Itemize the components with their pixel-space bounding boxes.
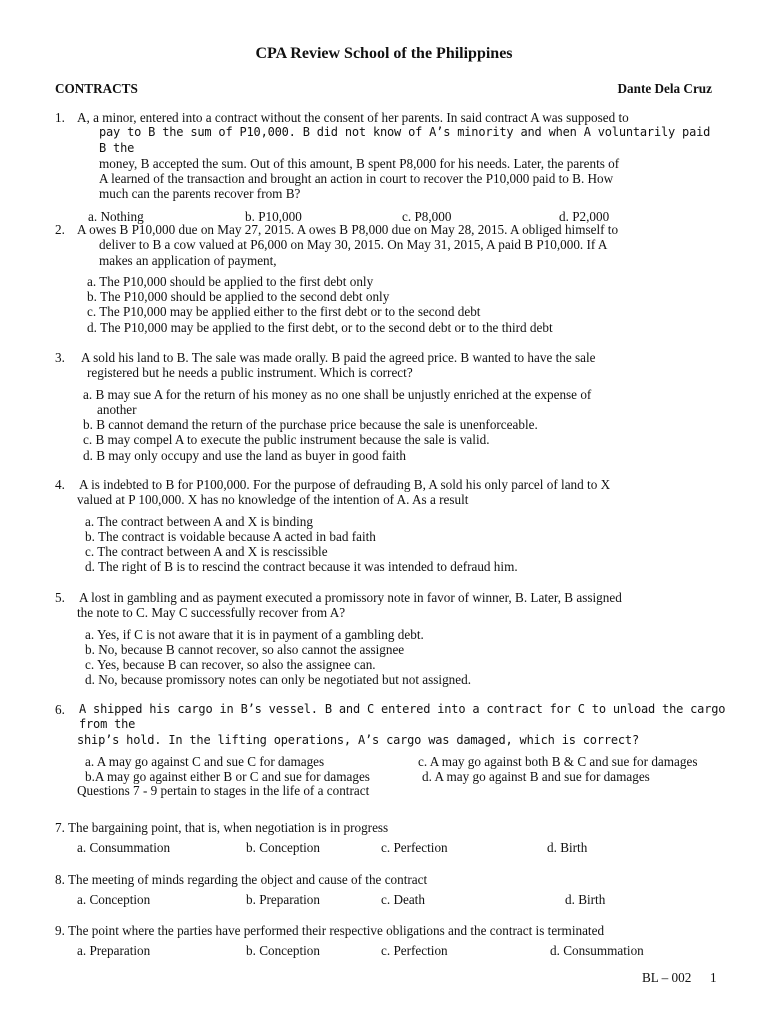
page-footer [642, 970, 717, 985]
option-d: d. A may go against B and sue for damages [422, 768, 650, 784]
option-b: b. Preparation [246, 892, 320, 908]
option-c: c. Death [381, 892, 425, 908]
question-9 [55, 923, 715, 959]
question-stem-line: money, B accepted the sum. Out of this amount, B spent P8,000 for his needs. Later, the parents of [99, 155, 620, 171]
questions-7-9-intro: Questions 7 - 9 pertain to stages in the life of a contract [77, 783, 370, 798]
page-number: 1 [709, 970, 717, 985]
option-b: b. B cannot demand the return of the purchase price because the sale is unenforceable. [83, 417, 538, 433]
option-row [55, 892, 715, 908]
option-d: d. The right of B is to rescind the contract because it was intended to defraud him. [85, 559, 518, 575]
option-c: c. A may go against both B & C and sue for damages [418, 753, 698, 769]
option-a: a. Nothing [88, 208, 144, 224]
option-c: c. P8,000 [402, 208, 452, 224]
question-stem: 7. The bargaining point, that is, when negotiation is in progress [55, 820, 389, 835]
question-stem-line: much can the parents recover from B? [99, 186, 301, 202]
question-stem: 8. The meeting of minds regarding the object and cause of the contract [55, 872, 428, 887]
option-c: c. Yes, because B can recover, so also the assignee can. [85, 657, 376, 673]
question-stem-line: A lost in gambling and as payment executed a promissory note in favor of winner, B. Later, B assigned [79, 590, 622, 605]
question-4 [55, 477, 715, 575]
question-stem-line: A sold his land to B. The sale was made orally. B paid the agreed price. B wanted to have the sale [81, 350, 596, 365]
option-c: c. The contract between A and X is rescissible [85, 544, 328, 560]
question-stem-line: A shipped his cargo in B’s vessel. B and C entered into a contract for C to unload the cargo from the [79, 702, 726, 732]
option-list [55, 274, 715, 335]
option-c: c. Perfection [381, 943, 448, 959]
option-d: d. Consummation [550, 943, 644, 959]
subject-heading: CONTRACTS [55, 81, 138, 96]
question-stem-line: A is indebted to B for P100,000. For the purpose of defrauding B, A sold his only parcel of land to X [79, 477, 611, 492]
question-stem-line: deliver to B a cow valued at P6,000 on May 30, 2015. On May 31, 2015, A paid B P10,000. If A [99, 237, 608, 253]
question-stem-line: ship’s hold. In the lifting operations, A’s cargo was damaged, which is correct? [77, 732, 639, 747]
question-3 [55, 350, 715, 463]
question-stem-line: registered but he needs a public instrument. Which is correct? [87, 365, 413, 381]
question-stem-line: A, a minor, entered into a contract without the consent of her parents. In said contract A was supposed to [77, 110, 629, 125]
option-d: d. Birth [565, 892, 606, 908]
author-name: Dante Dela Cruz [617, 81, 712, 96]
option-d: d. P2,000 [559, 208, 610, 224]
option-a: a. Yes, if C is not aware that it is in payment of a gambling debt. [85, 626, 424, 642]
option-row [55, 943, 715, 959]
question-5 [55, 590, 715, 688]
page-title: CPA Review School of the Philippines [255, 45, 513, 62]
option-c: c. Perfection [381, 840, 448, 856]
question-stem-line: A learned of the transaction and brought an action in court to recover the P10,000 paid to B. How [99, 171, 614, 187]
question-stem-line: pay to B the sum of P10,000. B did not know of A’s minority and when A voluntarily paid B the [99, 125, 711, 155]
option-b: b.A may go against either B or C and sue for damages [85, 768, 370, 784]
question-number: 5. [55, 590, 65, 605]
option-b: b. The P10,000 should be applied to the second debt only [87, 289, 390, 305]
question-6 [55, 702, 745, 786]
option-c: c. The P10,000 may be applied either to the first debt or to the second debt [87, 304, 481, 320]
question-number: 4. [55, 477, 65, 492]
option-a: a. Consummation [77, 840, 171, 856]
question-7 [55, 820, 715, 856]
option-a: a. A may go against C and sue C for damages [85, 753, 325, 769]
option-d: d. No, because promissory notes can only be negotiated but not assigned. [85, 672, 472, 688]
option-a: a. Conception [77, 892, 151, 908]
option-a: a. B may sue A for the return of his money as no one shall be unjustly enriched at the expense of [83, 386, 592, 402]
question-1 [55, 110, 715, 225]
question-stem-line: the note to C. May C successfully recover from A? [77, 605, 346, 621]
option-d: d. B may only occupy and use the land as buyer in good faith [83, 447, 407, 463]
option-list [55, 627, 715, 688]
option-a: a. The P10,000 should be applied to the first debt only [87, 273, 374, 289]
option-a: a. The contract between A and X is binding [85, 513, 313, 529]
question-number: 1. [55, 110, 65, 125]
option-d: d. Birth [547, 840, 588, 856]
option-c: c. B may compel A to execute the public instrument because the sale is valid. [83, 432, 490, 448]
question-8 [55, 872, 715, 908]
option-row [55, 840, 715, 856]
option-a-continuation: another [97, 401, 137, 417]
question-stem-line: A owes B P10,000 due on May 27, 2015. A owes B P8,000 due on May 28, 2015. A obliged himself to [77, 222, 619, 237]
option-d: d. The P10,000 may be applied to the first debt, or to the second debt or to the third debt [87, 319, 553, 335]
question-stem-line: valued at P 100,000. X has no knowledge of the intention of A. As a result [77, 492, 469, 508]
document-code: BL – 002 [642, 970, 692, 985]
question-stem-line: makes an application of payment, [99, 252, 277, 268]
question-number: 6. [55, 702, 65, 717]
option-b: b. Conception [246, 840, 320, 856]
question-stem: 9. The point where the parties have performed their respective obligations and the contract is terminated [55, 923, 605, 938]
question-number: 3. [55, 350, 65, 365]
option-a: a. Preparation [77, 943, 151, 959]
question-2 [55, 222, 715, 335]
option-b: b. P10,000 [245, 208, 302, 224]
option-list [55, 387, 715, 463]
option-list [55, 514, 715, 575]
option-b: b. Conception [246, 943, 320, 959]
option-b: b. The contract is voidable because A acted in bad faith [85, 528, 376, 544]
option-b: b. No, because B cannot recover, so also cannot the assignee [85, 641, 405, 657]
question-number: 2. [55, 222, 65, 237]
option-grid [55, 754, 745, 786]
